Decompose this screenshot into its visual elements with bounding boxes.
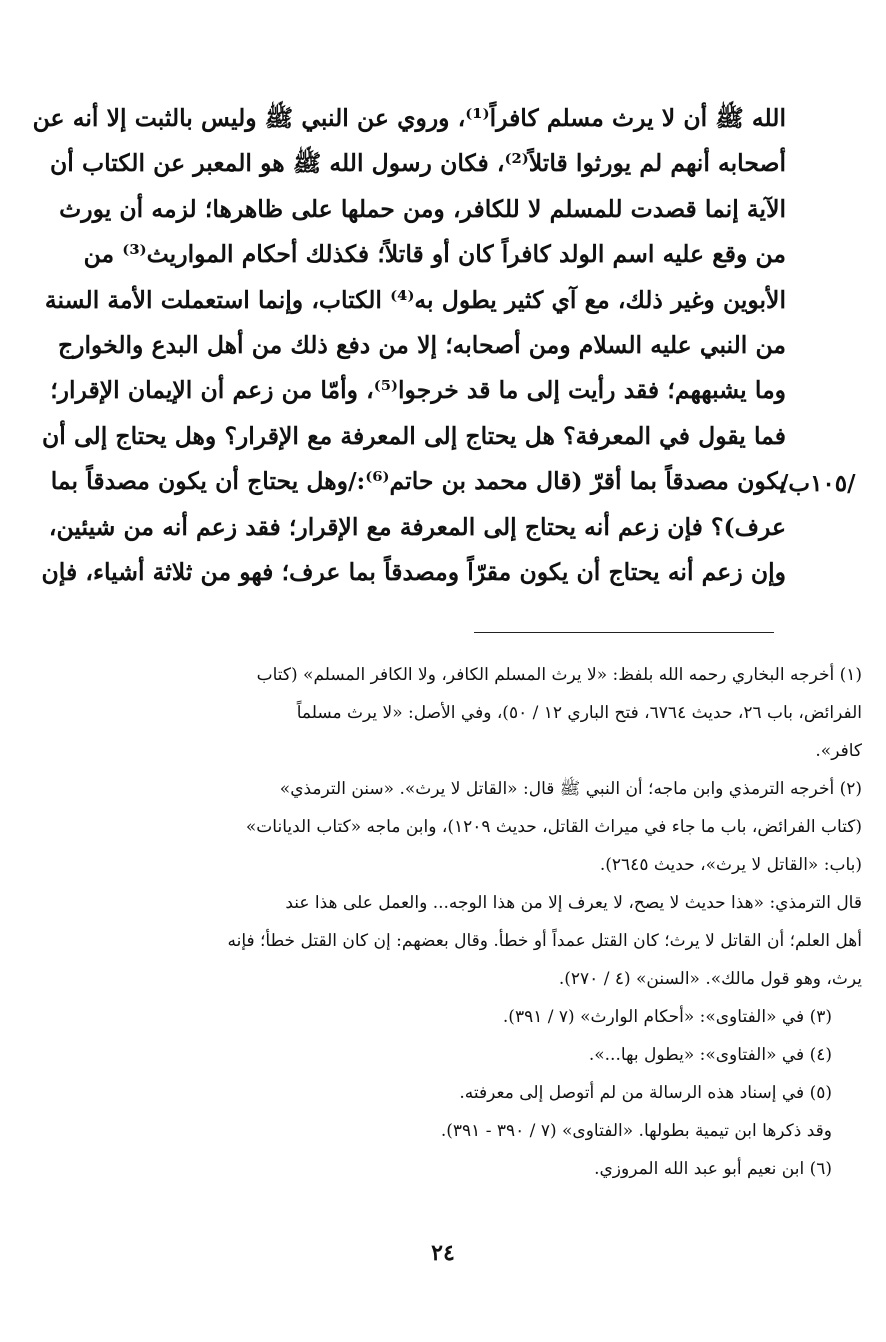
main-text-line: عرف)؟ فإن زعم أنه يحتاج إلى المعرفة مع الإقرار؛ فقد زعم أنه من شيئين، <box>48 512 786 541</box>
page-number: ٢٤ <box>431 1240 455 1266</box>
footnote-line: الفرائض، باب ٢٦، حديث ٦٧٦٤، فتح الباري ١٢ / ٥٠)، وفي الأصل: «لا يرث مسلماً <box>296 703 862 723</box>
main-text-line: أصحابه أنهم لم يورثوا قاتلاً⁽²⁾، فكان رسول الله ﷺ هو المعبر عن الكتاب أن <box>49 149 786 178</box>
footnote-line: (٦) ابن نعيم أبو عبد الله المروزي. <box>594 1159 832 1179</box>
footnote-line: أهل العلم؛ أن القاتل لا يرث؛ كان القتل عمداً أو خطأ. وقال بعضهم: إن كان القتل خطأ؛ فإنه <box>227 931 862 951</box>
footnote-line: (٤) في «الفتاوى»: «يطول بها...». <box>588 1045 832 1065</box>
main-text-line: وما يشبههم؛ فقد رأيت إلى ما قد خرجوا⁽⁵⁾، وأمّا من زعم أن الإيمان الإقرار؛ <box>50 376 786 405</box>
footnote-line: (٣) في «الفتاوى»: «أحكام الوارث» (٧ / ٣٩١). <box>502 1007 832 1027</box>
main-text-line: من النبي عليه السلام ومن أصحابه؛ إلا من دفع ذلك من أهل البدع والخوارج <box>57 330 786 359</box>
footnote-line: يرث، وهو قول مالك». «السنن» (٤ / ٢٧٠). <box>558 969 862 989</box>
main-text-line: فما يقول في المعرفة؟ هل يحتاج إلى المعرفة مع الإقرار؟ وهل يحتاج إلى أن <box>41 421 786 450</box>
footnote-line: (٥) في إسناد هذه الرسالة من لم أتوصل إلى معرفته. <box>459 1083 832 1103</box>
main-text-line: يكون مصدقاً بما أقرّ (قال محمد بن حاتم⁽⁶⁾:/وهل يحتاج أن يكون مصدقاً بما <box>50 467 786 496</box>
footnote-line: كافر». <box>815 741 862 761</box>
footnote-separator <box>474 632 774 633</box>
footnote-line: (باب: «القاتل لا يرث»، حديث ٢٦٤٥). <box>599 855 862 875</box>
main-text-line: الآية إنما قصدت للمسلم لا للكافر، ومن حملها على ظاهرها؛ لزمه أن يورث <box>59 194 786 223</box>
footnote-line: وقد ذكرها ابن تيمية بطولها. «الفتاوى» (٧ / ٣٩٠ - ٣٩١). <box>440 1121 832 1141</box>
footnote-line: (كتاب الفرائض، باب ما جاء في ميراث القاتل، حديث ١٢٠٩)، وابن ماجه «كتاب الديانات» <box>245 817 862 837</box>
main-text-line: من وقع عليه اسم الولد كافراً كان أو قاتلاً؛ فكذلك أحكام المواريث⁽³⁾ من <box>83 240 786 269</box>
main-text-line: وإن زعم أنه يحتاج أن يكون مقرّاً ومصدقاً بما عرف؛ فهو من ثلاثة أشياء، فإن <box>41 557 786 586</box>
main-text-line: الأبوين وغير ذلك، مع آي كثير يطول به⁽⁴⁾ الكتاب، وإنما استعملت الأمة السنة <box>44 285 786 314</box>
main-text-block <box>20 96 786 595</box>
footnote-line: قال الترمذي: «هذا حديث لا يصح، لا يعرف إلا من هذا الوجه... والعمل على هذا عند <box>285 893 862 913</box>
main-text-line: الله ﷺ أن لا يرث مسلم كافراً⁽¹⁾، وروي عن النبي ﷺ وليس بالثبت إلا أنه عن <box>32 104 786 132</box>
manuscript-folio-marker: /١٠٥ب/ <box>780 470 856 497</box>
footnotes-block <box>20 656 862 1188</box>
footnote-line: (١) أخرجه البخاري رحمه الله بلفظ: «لا يرث المسلم الكافر، ولا الكافر المسلم» (كتاب <box>256 665 862 685</box>
footnote-line: (٢) أخرجه الترمذي وابن ماجه؛ أن النبي ﷺ قال: «القاتل لا يرث». «سنن الترمذي» <box>279 779 862 799</box>
